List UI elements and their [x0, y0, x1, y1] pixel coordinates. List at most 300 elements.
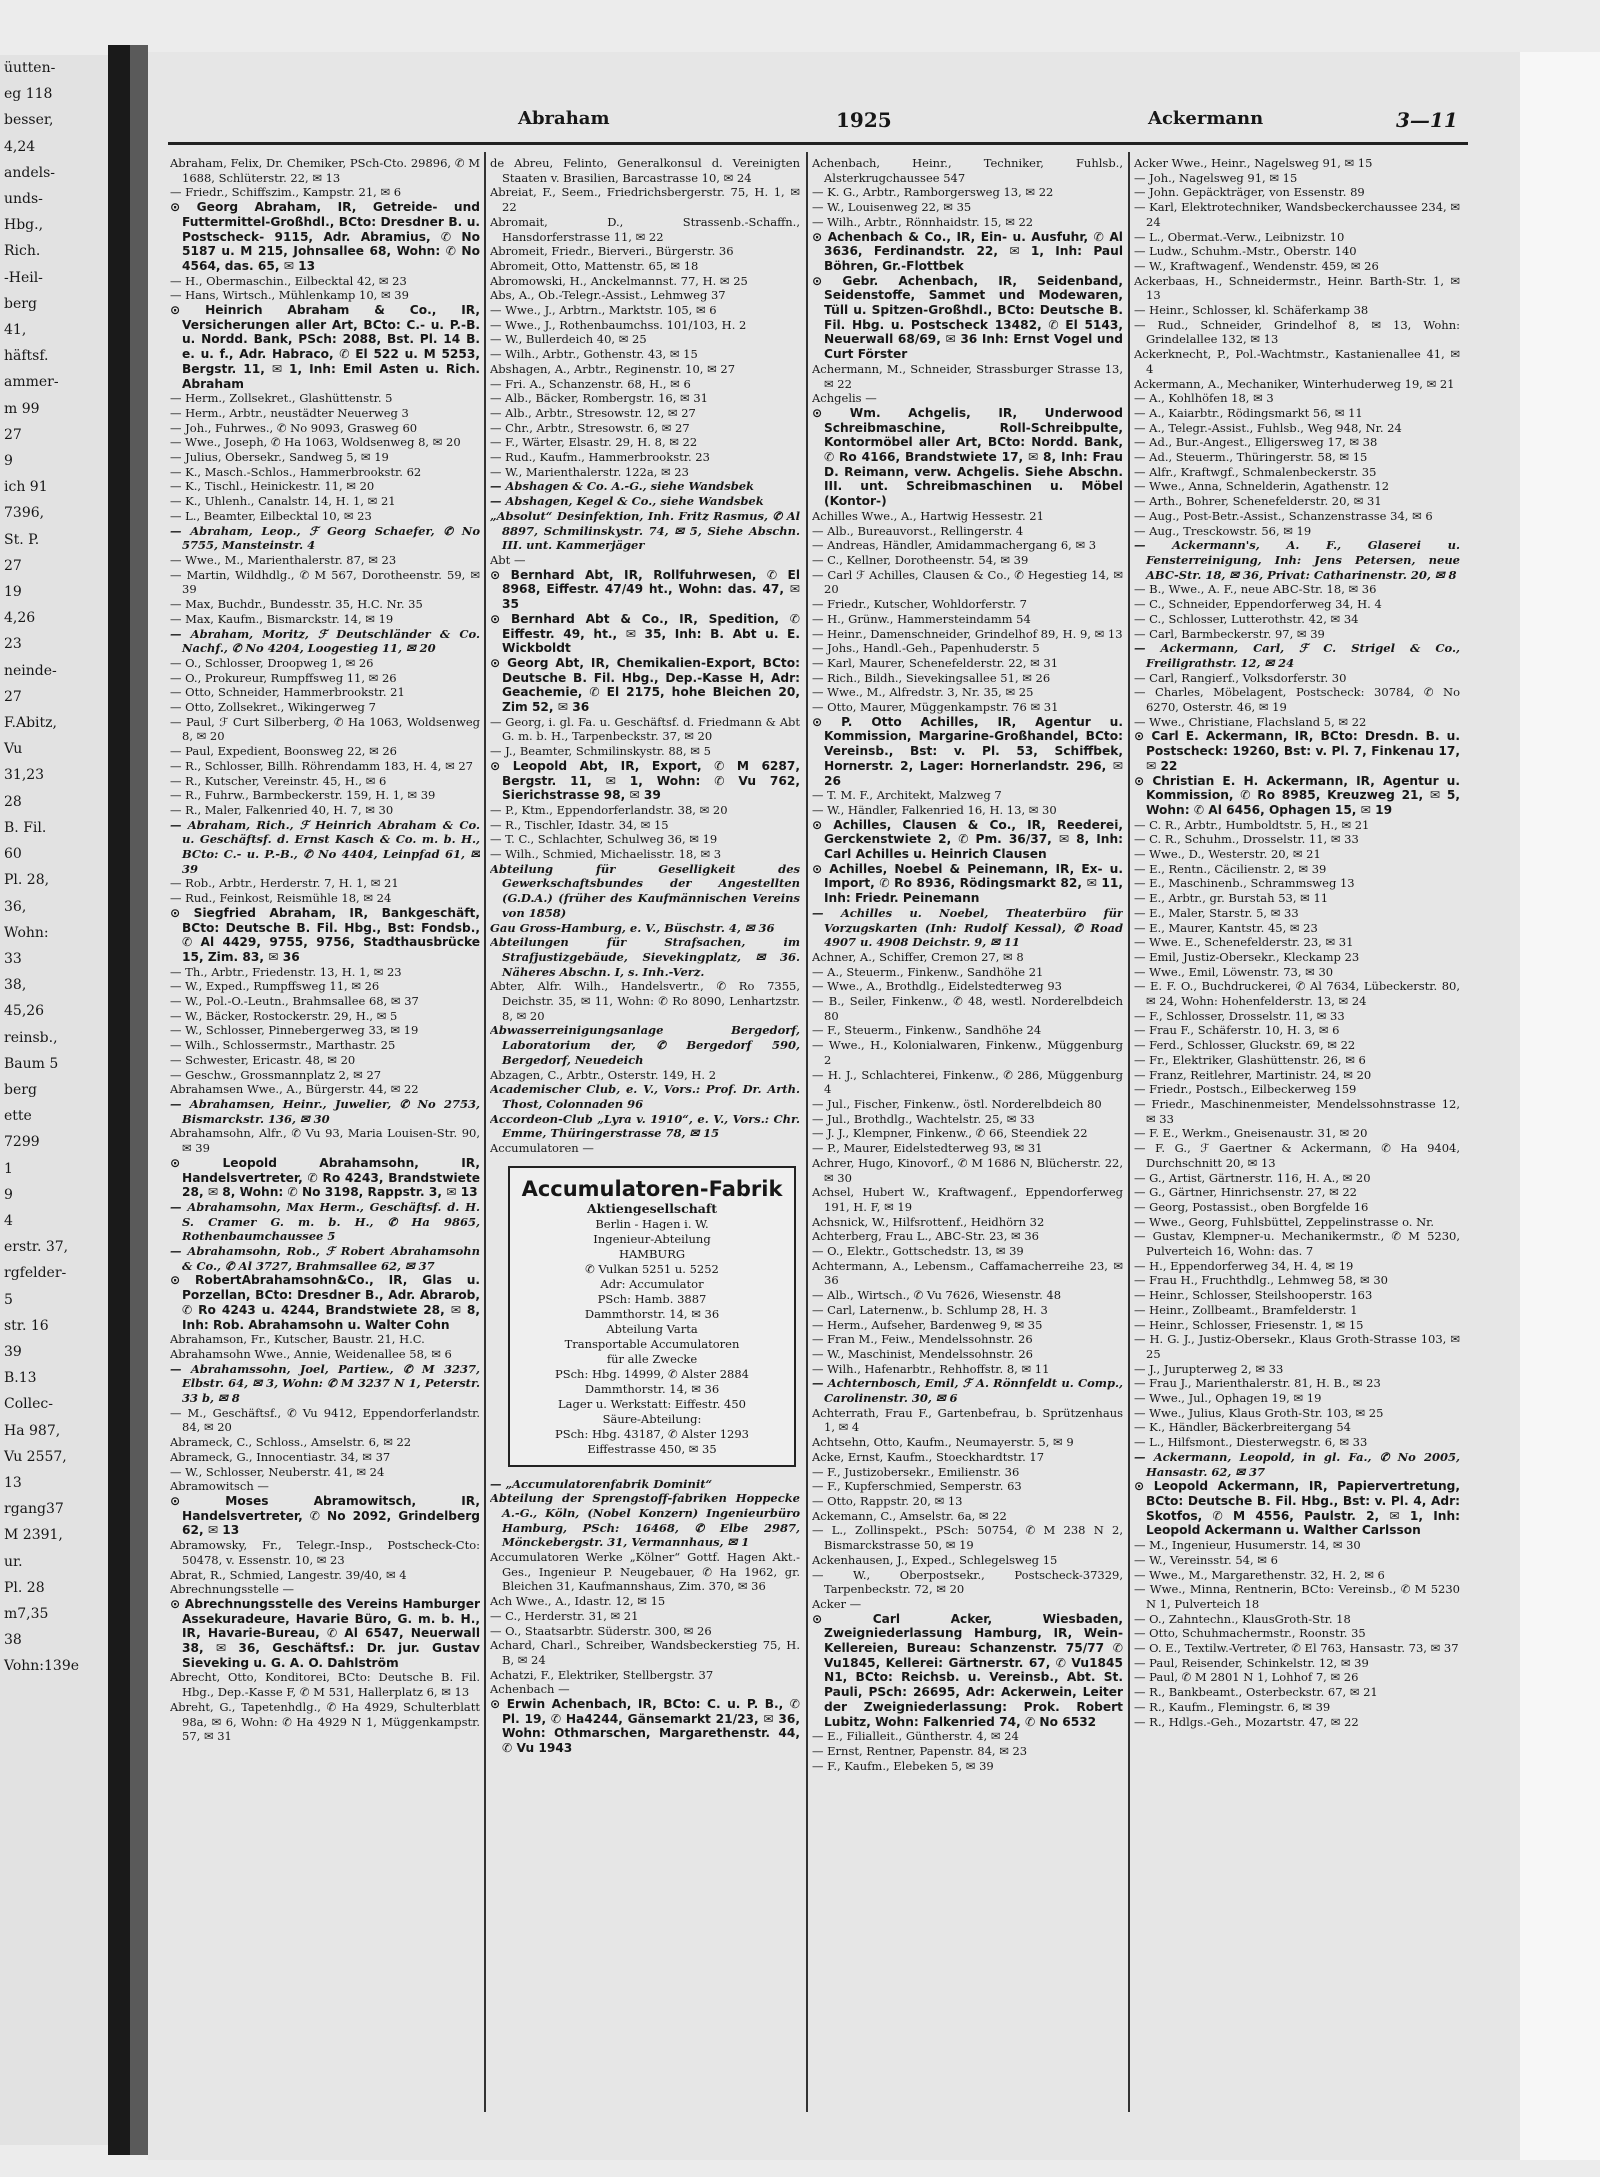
- directory-entry: — Charles, Möbelagent, Postscheck: 30784, ✆ No 6270, Osterstr. 46, ✉ 19: [1134, 685, 1460, 715]
- directory-entry: — F. G., ℱ Gaertner & Ackermann, ✆ Ha 9404, Durchschnitt 20, ✉ 13: [1134, 1141, 1460, 1170]
- directory-entry: — Heinr., Zollbeamt., Bramfelderstr. 1: [1134, 1302, 1358, 1317]
- directory-entry: — L., Zollinspekt., PSch: 50754, ✆ M 238 N 2, Bismarckstrasse 50, ✉ 19: [812, 1523, 1123, 1553]
- directory-entry: Abramowitsch —: [170, 1479, 269, 1494]
- directory-entry: — K. G., Arbtr., Ramborgersweg 13, ✉ 22: [812, 185, 1054, 200]
- directory-entry: Achrer, Hugo, Kinovorf., ✆ M 1686 N, Blücherstr. 22, ✉ 30: [812, 1155, 1123, 1185]
- strip-line: häftsf.: [4, 348, 49, 365]
- strip-line: 13: [4, 1474, 22, 1491]
- directory-entry: — W., Schlosser, Neuberstr. 41, ✉ 24: [170, 1464, 385, 1479]
- directory-entry: — Karl, Maurer, Schenefelderstr. 22, ✉ 31: [812, 655, 1059, 670]
- directory-entry: — K., Tischl., Heinickestr. 11, ✉ 20: [170, 479, 375, 494]
- directory-entry: — Rich., Bildh., Sievekingsallee 51, ✉ 26: [812, 670, 1051, 685]
- directory-entry: ⊙ Heinrich Abraham & Co., IR, Versicherungen aller Art, BCto: C.- u. P.-B. u. Nordd. Bank, PSch: 2088, Bst. Pl. 14 B. e. u. f., Adr. Habraco, ✆ El 522 u. M 5253, Bergstr. 11, ✉ 1, Inh: Emil Asten u. Rich. Abraham: [170, 303, 480, 391]
- directory-entry: Abrahamsohn, Alfr., ✆ Vu 93, Maria Louisen-Str. 90, ✉ 39: [170, 1126, 480, 1156]
- directory-entry: Achermann, M., Schneider, Strassburger Strasse 13, ✉ 22: [812, 361, 1123, 391]
- directory-entry: — Wwe., D., Westerstr. 20, ✉ 21: [1134, 847, 1321, 862]
- directory-entry: Abrameck, G., Innocentiastr. 34, ✉ 37: [170, 1449, 391, 1464]
- directory-entry: — W., Händler, Falkenried 16, H. 13, ✉ 30: [812, 802, 1057, 817]
- ad-subtitle: Aktiengesellschaft: [586, 1200, 718, 1216]
- directory-entry: — F., Justizobersekr., Emilienstr. 36: [812, 1464, 1020, 1479]
- page-margin-right: [1520, 52, 1600, 2160]
- directory-entry: — Franz, Reitlehrer, Martinistr. 24, ✉ 20: [1134, 1067, 1372, 1082]
- directory-entry: — Jul., Brothdlg., Wachtelstr. 25, ✉ 33: [812, 1111, 1035, 1126]
- directory-entry: — Alb., Arbtr., Stresowstr. 12, ✉ 27: [490, 405, 696, 420]
- directory-entry: — Friedr., Maschinenmeister, Mendelssohnstrasse 12, ✉ 33: [1134, 1097, 1460, 1126]
- column-divider: [484, 152, 486, 2112]
- strip-line: 39: [4, 1343, 22, 1360]
- advertisement-box: [508, 1166, 796, 1467]
- directory-entry: — Otto, Schuhmachermstr., Roonstr. 35: [1134, 1626, 1366, 1641]
- directory-entry: — Abrahamsohn, Max Herm., Geschäftsf. d. H. S. Cramer G. m. b. H., ✆ Ha 9865, Rothenbaumchaussee 5: [170, 1199, 480, 1244]
- ad-line: Adr: Accumulator: [600, 1276, 704, 1291]
- directory-entry: — Frau J., Marienthalerstr. 81, H. B., ✉ 23: [1134, 1376, 1381, 1391]
- directory-entry: ⊙ Abrechnungsstelle des Vereins Hamburger Assekuradeure, Havarie Büro, G. m. b. H., IR, Havarie-Bureau, ✆ Al 6547, Neuerwall 38, ✉ 36, Geschäftsf.: Dr. jur. Gustav Sieveking u. G. A. O. Dahlström: [170, 1596, 480, 1670]
- strip-line: 33: [4, 950, 22, 967]
- strip-line: Collec-: [4, 1396, 53, 1413]
- ad-title: Accumulatoren-Fabrik: [521, 1176, 783, 1201]
- directory-entry: — Abraham, Leop., ℱ Georg Schaefer, ✆ No 5755, Mansteinstr. 4: [170, 523, 480, 553]
- directory-entry: — T. M. F., Architekt, Malzweg 7: [812, 788, 1002, 803]
- strip-line: Wohn:: [4, 924, 49, 941]
- directory-entry: — Friedr., Schiffszim., Kampstr. 21, ✉ 6: [170, 185, 402, 200]
- directory-entry: — Abrahamssohn, Joel, Partiew., ✆ M 3237, Elbstr. 64, ✉ 3, Wohn: ✆ M 3237 N 1, Peterstr. 33 b, ✉ 8: [170, 1361, 480, 1406]
- directory-entry: — L., Hilfsmont., Diesterwegstr. 6, ✉ 33: [1134, 1435, 1368, 1450]
- directory-page: [148, 52, 1520, 2160]
- directory-entry: — F., Schlosser, Drosselstr. 11, ✉ 33: [1134, 1008, 1345, 1023]
- directory-entry: — Ad., Steuerm., Thüringerstr. 58, ✉ 15: [1134, 450, 1368, 465]
- adjacent-page-strip: [0, 55, 118, 2145]
- strip-line: B.13: [4, 1370, 37, 1387]
- strip-line: 4,24: [4, 138, 36, 155]
- directory-entry: — O. E., Textilw.-Vertreter, ✆ El 763, Hansastr. 73, ✉ 37: [1134, 1641, 1459, 1656]
- directory-entry: — E., Arbtr., gr. Burstah 53, ✉ 11: [1134, 891, 1329, 906]
- strip-line: 38: [4, 1632, 22, 1649]
- directory-entry: — F., Kupferschmied, Semperstr. 63: [812, 1479, 1022, 1494]
- directory-entry: — R., Maler, Falkenried 40, H. 7, ✉ 30: [170, 802, 394, 817]
- directory-entry: ⊙ Gebr. Achenbach, IR, Seidenband, Seidenstoffe, Sammet und Modewaren, Tüll u. Spitzen-Großhdl., BCto: Deutsche B. Fil. Hbg. u. Postscheck 13482, ✆ El 5143, Neuerwall 68/69, ✉ 36 Inh: Ernst Vogel und Curt Förster: [812, 273, 1123, 362]
- directory-entry: Abromait, D., Strassenb.-Schaffn., Hansdorferstrasse 11, ✉ 22: [490, 214, 800, 244]
- directory-entry: — Wilh., Schmied, Michaelisstr. 18, ✉ 3: [490, 847, 722, 862]
- directory-entry: Abteilungen für Strafsachen, im Strafjustizgebäude, Sievekingplatz, ✉ 36. Näheres Abschn. I, s. Inh.-Verz.: [490, 935, 800, 979]
- strip-line: ur.: [4, 1553, 23, 1570]
- directory-entry: Abter, Alfr. Wilh., Handelsvertr., ✆ Ro 7355, Deichstr. 35, ✉ 11, Wohn: ✆ Ro 8090, Lenhartzstr. 8, ✉ 20: [490, 979, 800, 1023]
- directory-entry: — Gustav, Klempner-u. Mechanikermstr., ✆ M 5230, Pulverteich 16, Wohn: das. 7: [1134, 1229, 1460, 1259]
- directory-entry: — Wwe., Jul., Ophagen 19, ✉ 19: [1134, 1391, 1322, 1406]
- directory-entry: — Joh., Fuhrwes., ✆ No 9093, Grasweg 60: [170, 420, 418, 435]
- directory-entry: — C., Kellner, Dorotheenstr. 54, ✉ 39: [812, 552, 1029, 567]
- strip-line: unds-: [4, 191, 43, 208]
- strip-line: 27: [4, 557, 22, 574]
- directory-entry: Achterrath, Frau F., Gartenbefrau, b. Sprützenhaus 1, ✉ 4: [812, 1405, 1123, 1435]
- directory-entry: Abromowski, H., Anckelmannst. 77, H. ✉ 25: [490, 273, 748, 288]
- directory-entry: — P., Maurer, Eidelstedterweg 93, ✉ 31: [812, 1141, 1043, 1156]
- column-divider: [806, 152, 808, 2112]
- directory-entry: Accumulatoren —: [490, 1141, 594, 1156]
- directory-entry: — L., Obermat.-Verw., Leibnizstr. 10: [1134, 229, 1345, 244]
- strip-line: Vu 2557,: [4, 1448, 67, 1465]
- directory-entry: — Alfr., Kraftwgf., Schmalenbeckerstr. 35: [1134, 464, 1377, 479]
- strip-line: 23: [4, 636, 22, 653]
- strip-line: Rich.: [4, 243, 41, 260]
- strip-line: Pl. 28: [4, 1579, 45, 1596]
- directory-entry: Ackemann, C., Amselstr. 6a, ✉ 22: [812, 1508, 1007, 1523]
- directory-entry: — Carl, Rangierf., Volksdorferstr. 30: [1134, 670, 1347, 685]
- ad-line: HAMBURG: [618, 1246, 686, 1261]
- directory-entry: — E. F. O., Buchdruckerei, ✆ Al 7634, Lübeckerstr. 80, ✉ 24, Wohn: Hohenfelderstr. 13, ✉ 24: [1134, 979, 1460, 1009]
- directory-entry: — Wwe., Julius, Klaus Groth-Str. 103, ✉ 25: [1134, 1405, 1384, 1420]
- directory-entry: — Wwe., M., Marienthalerstr. 87, ✉ 23: [170, 552, 397, 567]
- directory-entry: — Georg, i. gl. Fa. u. Geschäftsf. d. Friedmann & Abt G. m. b. H., Tarpenbeckstr. 37, ✉ 20: [490, 714, 800, 744]
- directory-entry: Achsel, Hubert W., Kraftwagenf., Eppendorferweg 191, H. F, ✉ 19: [812, 1185, 1123, 1214]
- ad-line: Eiffestrasse 450, ✉ 35: [587, 1441, 717, 1456]
- directory-entry: — G., Artist, Gärtnerstr. 116, H. A., ✉ 20: [1134, 1170, 1371, 1185]
- directory-entry: Abrahamsen Wwe., A., Bürgerstr. 44, ✉ 22: [170, 1082, 419, 1097]
- ad-line: Dammthorstr. 14, ✉ 36: [584, 1306, 720, 1321]
- directory-entry: Abrecht, Otto, Konditorei, BCto: Deutsche B. Fil. Hbg., Dep.-Kasse F, ✆ M 531, Hallerplatz 6, ✉ 13: [170, 1670, 480, 1700]
- strip-line: 4,26: [4, 610, 36, 627]
- directory-entry: Academischer Club, e. V., Vors.: Prof. Dr. Arth. Thost, Colonnaden 96: [490, 1082, 800, 1111]
- directory-entry: Ackerknecht, P., Pol.-Wachtmstr., Kastanienallee 41, ✉ 4: [1134, 347, 1460, 376]
- directory-entry: — Wwe., J., Arbtrn., Marktstr. 105, ✉ 6: [490, 303, 717, 318]
- directory-entry: — F., Wärter, Elsastr. 29, H. 8, ✉ 22: [490, 435, 698, 450]
- strip-line: besser,: [4, 112, 54, 129]
- ad-line: PSch: Hbg. 43187, ✆ Alster 1293: [555, 1426, 749, 1441]
- directory-entry: — J., Jurupterweg 2, ✉ 33: [1134, 1361, 1284, 1376]
- directory-entry: — Arth., Bohrer, Schenefelderstr. 20, ✉ 31: [1134, 494, 1382, 509]
- directory-entry: Abreht, G., Tapetenhdlg., ✆ Ha 4929, Schulterblatt 98a, ✉ 6, Wohn: ✆ Ha 4929 N 1, Müggenkampstr. 57, ✉ 31: [170, 1699, 480, 1744]
- strip-line: Baum 5: [4, 1055, 59, 1072]
- directory-entry: — W., Vereinsstr. 54, ✉ 6: [1134, 1552, 1278, 1567]
- directory-entry: — Wwe., Anna, Schnelderin, Agathenstr. 12: [1134, 479, 1390, 494]
- directory-entry: Abreiat, F., Seem., Friedrichsbergerstr. 75, H. 1, ✉ 22: [490, 185, 800, 215]
- directory-entry: — A., Kohlhöfen 18, ✉ 3: [1134, 391, 1274, 406]
- strip-line: M 2391,: [4, 1527, 63, 1544]
- directory-entry: Acker Wwe., Heinr., Nagelsweg 91, ✉ 15: [1134, 156, 1373, 170]
- strip-line: Vu: [4, 741, 23, 758]
- directory-entry: de Abreu, Felinto, Generalkonsul d. Vereinigten Staaten v. Brasilien, Barcastrasse 10, ✉ 24: [490, 156, 800, 185]
- directory-entry: — Abraham, Rich., ℱ Heinrich Abraham & Co. u. Geschäftsf. d. Ernst Kasch & Co. m. b. H., BCto: C.- u. P.-B., ✆ No 4404, Leinpfad 61, ✉ 39: [170, 817, 480, 876]
- directory-entry: Ach Wwe., A., Idastr. 12, ✉ 15: [490, 1594, 666, 1609]
- directory-entry: — Wwe. E., Schenefelderstr. 23, ✉ 31: [1134, 935, 1354, 950]
- ad-line: Ingenieur-Abteilung: [593, 1231, 711, 1246]
- directory-entry: Achner, A., Schiffer, Cremon 27, ✉ 8: [812, 949, 1024, 964]
- strip-line: berg: [4, 1081, 37, 1098]
- directory-entry: — W., Maschinist, Mendelssohnstr. 26: [812, 1346, 1033, 1361]
- directory-entry: — Johs., Handl.-Geh., Papenhuderstr. 5: [812, 641, 1040, 656]
- directory-entry: — Julius, Obersekr., Sandweg 5, ✉ 19: [170, 450, 389, 465]
- directory-entry: — Herm., Aufseher, Bardenweg 9, ✉ 35: [812, 1317, 1043, 1332]
- strip-line: 4: [4, 1212, 13, 1229]
- directory-entry: Abs, A., Ob.-Telegr.-Assist., Lehmweg 37: [490, 288, 726, 303]
- header-last-entry: Ackermann: [1148, 108, 1264, 129]
- directory-entry: — Alb., Wirtsch., ✆ Vu 7626, Wiesenstr. 48: [812, 1288, 1062, 1303]
- directory-entry: — P., Ktm., Eppendorferlandstr. 38, ✉ 20: [490, 802, 728, 817]
- strip-line: 9: [4, 453, 13, 470]
- column-2: [490, 156, 800, 2116]
- directory-entry: — Ludw., Schuhm.-Mstr., Oberstr. 140: [1134, 244, 1357, 259]
- directory-entry: Achgelis —: [812, 391, 877, 406]
- directory-entry: — W., Exped., Rumpffsweg 11, ✉ 26: [170, 979, 380, 994]
- directory-entry: Gau Gross-Hamburg, e. V., Büschstr. 4, ✉ 36: [490, 920, 775, 935]
- directory-entry: Abrahamsohn Wwe., Annie, Weidenallee 58, ✉ 6: [170, 1346, 452, 1361]
- directory-entry: — Ackermann, Leopold, in gl. Fa., ✆ No 2005, Hansastr. 62, ✉ 37: [1134, 1449, 1460, 1479]
- directory-entry: Achtermann, A., Lebensm., Caffamacherreihe 23, ✉ 36: [812, 1258, 1123, 1288]
- directory-entry: — Heinr., Schlosser, Friesenstr. 1, ✉ 15: [1134, 1317, 1364, 1332]
- directory-entry: — T. C., Schlachter, Schulweg 36, ✉ 19: [490, 832, 718, 847]
- strip-line: 7396,: [4, 505, 45, 522]
- directory-entry: — Ferd., Schlosser, Gluckstr. 69, ✉ 22: [1134, 1038, 1356, 1053]
- directory-entry: — Carl ℱ Achilles, Clausen & Co., ✆ Hegestieg 14, ✉ 20: [812, 567, 1123, 597]
- directory-entry: ⊙ Leopold Abt, IR, Export, ✆ M 6287, Bergstr. 11, ✉ 1, Wohn: ✆ Vu 762, Sierichstrasse 98, ✉ 39: [490, 758, 800, 803]
- directory-entry: Abrahamson, Fr., Kutscher, Baustr. 21, H.C.: [170, 1332, 425, 1347]
- directory-entry: — Wwe., Joseph, ✆ Ha 1063, Woldsenweg 8, ✉ 20: [170, 435, 461, 450]
- directory-entry: Abzagen, C., Arbtr., Osterstr. 149, H. 2: [490, 1067, 717, 1082]
- directory-entry: — R., Tischler, Idastr. 34, ✉ 15: [490, 817, 669, 832]
- directory-entry: — Achternbosch, Emil, ℱ A. Rönnfeldt u. Comp., Carolinenstr. 30, ✉ 6: [812, 1376, 1123, 1406]
- directory-entry: — H., Grünw., Hammersteindamm 54: [812, 611, 1031, 626]
- directory-entry: ⊙ Leopold Abrahamsohn, IR, Handelsvertreter, ✆ Ro 4243, Brandstwiete 28, ✉ 8, Wohn: ✆ No 3198, Rappstr. 3, ✉ 13: [170, 1155, 480, 1200]
- directory-entry: — Ackermann, Carl, ℱ C. Strigel & Co., Freiligrathstr. 12, ✉ 24: [1134, 641, 1460, 670]
- directory-entry: ⊙ RobertAbrahamsohn&Co., IR, Glas u. Porzellan, BCto: Dresdner B., Adr. Abrarob, ✆ Ro 4243 u. 4244, Brandstwiete 28, ✉ 8, Inh: Rob. Abrahamsohn u. Walter Cohn: [170, 1273, 480, 1332]
- directory-entry: — Frau H., Fruchthdlg., Lehmweg 58, ✉ 30: [1134, 1273, 1388, 1288]
- directory-entry: — H. J., Schlachterei, Finkenw., ✆ 286, Müggenburg 4: [812, 1067, 1123, 1097]
- directory-entry: ⊙ P. Otto Achilles, IR, Agentur u. Kommission, Margarine-Großhandel, BCto: Vereinsb., Bst: v. Pl. 53, Schiffbek, Hornerstr. 2, Lager: Hornerlandstr. 296, ✉ 26: [812, 714, 1123, 788]
- directory-entry: — Fri. A., Schanzenstr. 68, H., ✉ 6: [490, 376, 691, 391]
- directory-entry: — Otto, Schneider, Hammerbrookstr. 21: [170, 685, 405, 700]
- directory-entry: — Andreas, Händler, Amidammachergang 6, ✉ 3: [812, 538, 1097, 553]
- directory-entry: — O., Zahntechn., KlausGroth-Str. 18: [1134, 1611, 1351, 1626]
- directory-entry: Abrat, R., Schmied, Langestr. 39/40, ✉ 4: [170, 1567, 407, 1582]
- directory-entry: — Max, Kaufm., Bismarckstr. 14, ✉ 19: [170, 611, 394, 626]
- directory-entry: — J., Beamter, Schmilinskystr. 88, ✉ 5: [490, 744, 711, 759]
- directory-entry: ⊙ Wm. Achgelis, IR, Underwood Schreibmaschine, Roll-Schreibpulte, Kontormöbel aller Art, BCto: Nordd. Bank, ✆ Ro 4166, Brandstwiete 17, ✉ 8, Inh: Frau D. Reimann, verw. Achgelis. Siehe Abschn. III. unt. Schreibmaschinen u. Möbel (Kontor-): [812, 405, 1123, 509]
- header-rule: [168, 142, 1468, 145]
- strip-line: m 99: [4, 400, 40, 417]
- directory-entry: — Abraham, Moritz, ℱ Deutschländer & Co. Nachf., ✆ No 4204, Loogestieg 11, ✉ 20: [170, 626, 480, 656]
- directory-entry: Abromeit, Otto, Mattenstr. 65, ✉ 18: [490, 258, 699, 273]
- directory-entry: Accumulatoren Werke „Kölner“ Gottf. Hagen Akt.-Ges., Ingenieur P. Neugebauer, ✆ Ha 1962, gr. Bleichen 31, Kaufmannshaus, Zim. 370, ✉ 36: [490, 1550, 800, 1594]
- strip-line: Ha 987,: [4, 1422, 61, 1439]
- directory-entry: — F., Steuerm., Finkenw., Sandhöhe 24: [812, 1023, 1042, 1038]
- directory-entry: ⊙ Moses Abramowitsch, IR, Handelsvertreter, ✆ No 2092, Grindelberg 62, ✉ 13: [170, 1493, 480, 1538]
- directory-entry: Abraham, Felix, Dr. Chemiker, PSch-Cto. 29896, ✆ M 1688, Schlüterstr. 22, ✉ 13: [170, 156, 480, 185]
- directory-entry: ⊙ Achenbach & Co., IR, Ein- u. Ausfuhr, ✆ Al 3636, Ferdinandstr. 22, ✉ 1, Inh: Paul Böhren, Gr.-Flottbek: [812, 229, 1123, 273]
- directory-entry: — E., Maler, Starstr. 5, ✉ 33: [1134, 905, 1299, 920]
- strip-line: B. Fil.: [4, 819, 47, 836]
- directory-entry: — W., Schlosser, Pinnebergerweg 33, ✉ 19: [170, 1023, 419, 1038]
- directory-entry: Abromeit, Friedr., Bierveri., Bürgerstr. 36: [490, 244, 734, 259]
- directory-entry: — E., Maschinenb., Schrammsweg 13: [1134, 876, 1355, 891]
- ad-line: Transportable Accumulatoren: [564, 1336, 740, 1351]
- strip-line: -Heil-: [4, 269, 43, 286]
- directory-entry: — Alb., Bäcker, Rombergstr. 16, ✉ 31: [490, 391, 708, 406]
- directory-entry: — Hans, Wirtsch., Mühlenkamp 10, ✉ 39: [170, 288, 409, 303]
- directory-entry: — R., Hdlgs.-Geh., Mozartstr. 47, ✉ 22: [1134, 1714, 1359, 1729]
- directory-entry: — M., Ingenieur, Husumerstr. 14, ✉ 30: [1134, 1538, 1361, 1553]
- directory-entry: — Rud., Kaufm., Hammerbrookstr. 23: [490, 450, 710, 465]
- directory-entry: — Wwe., M., Alfredstr. 3, Nr. 35, ✉ 25: [812, 685, 1034, 700]
- directory-entry: — Wilh., Arbtr., Rönnhaidstr. 15, ✉ 22: [812, 214, 1034, 229]
- directory-entry: — „Accumulatorenfabrik Dominit“: [490, 1476, 713, 1491]
- ad-line: ✆ Vulkan 5251 u. 5252: [585, 1261, 719, 1276]
- directory-entry: — A., Telegr.-Assist., Fuhlsb., Weg 948, Nr. 24: [1134, 420, 1402, 435]
- strip-line: eg 118: [4, 86, 53, 103]
- directory-entry: — O., Staatsarbtr. Süderstr. 300, ✉ 26: [490, 1623, 712, 1638]
- directory-entry: Acke, Ernst, Kaufm., Stoeckhardtstr. 17: [812, 1449, 1045, 1464]
- directory-entry: — Paul, Reisender, Schinkelstr. 12, ✉ 39: [1134, 1655, 1369, 1670]
- directory-entry: — Ad., Bur.-Angest., Elligersweg 17, ✉ 38: [1134, 435, 1378, 450]
- column-divider: [1128, 152, 1130, 2112]
- strip-line: ammer-: [4, 374, 59, 391]
- directory-entry: — Wwe., Georg, Fuhlsbüttel, Zeppelinstrasse o. Nr.: [1134, 1214, 1435, 1229]
- page-number: 3—11: [1396, 108, 1458, 132]
- strip-line: berg: [4, 295, 37, 312]
- strip-line: m7,35: [4, 1605, 49, 1622]
- strip-line: 5: [4, 1291, 13, 1308]
- directory-entry: ⊙ Leopold Ackermann, IR, Papiervertretung, BCto: Deutsche B. Fil. Hbg., Bst: v. Pl. 4, Adr: Skotfos, ✆ M 4556, Paulstr. 2, ✉ 1, Inh: Leopold Ackermann u. Walther Carlsson: [1134, 1479, 1460, 1538]
- directory-entry: — A., Kaiarbtr., Rödingsmarkt 56, ✉ 11: [1134, 405, 1363, 420]
- directory-entry: — Joh., Nagelsweg 91, ✉ 15: [1134, 170, 1298, 185]
- directory-entry: Achsnick, W., Hilfsrottenf., Heidhörn 32: [812, 1214, 1045, 1229]
- directory-entry: — Fr., Elektriker, Glashüttenstr. 26, ✉ 6: [1134, 1052, 1366, 1067]
- directory-entry: — W., Kraftwagenf., Wendenstr. 459, ✉ 26: [1134, 258, 1379, 273]
- directory-entry: Abramowsky, Fr., Telegr.-Insp., Postscheck-Cto: 50478, v. Essenstr. 10, ✉ 23: [170, 1538, 480, 1567]
- directory-entry: Ackermann, A., Mechaniker, Winterhuderweg 19, ✉ 21: [1134, 376, 1455, 391]
- directory-entry: — W., Bäcker, Rostockerstr. 29, H., ✉ 5: [170, 1008, 398, 1023]
- strip-line: 9: [4, 1186, 13, 1203]
- directory-entry: — K., Uhlenh., Canalstr. 14, H. 1, ✉ 21: [170, 494, 396, 509]
- directory-entry: — R., Fuhrw., Barmbeckerstr. 159, H. 1, ✉ 39: [170, 788, 436, 803]
- ad-line: Berlin - Hagen i. W.: [595, 1216, 709, 1231]
- strip-line: reinsb.,: [4, 1029, 58, 1046]
- directory-entry: Abshagen, A., Arbtr., Reginenstr. 10, ✉ 27: [490, 361, 736, 376]
- directory-entry: — Carl, Barmbeckerstr. 97, ✉ 39: [1134, 626, 1325, 641]
- ad-line: Dammthorstr. 14, ✉ 36: [584, 1381, 720, 1396]
- strip-line: 19: [4, 584, 22, 601]
- directory-entry: — E., Rentn., Cäcilienstr. 2, ✉ 39: [1134, 861, 1327, 876]
- directory-entry: — Heinr., Schlosser, kl. Schäferkamp 38: [1134, 303, 1369, 318]
- strip-line: 38,: [4, 977, 27, 994]
- directory-entry: — G., Gärtner, Hinrichsenstr. 27, ✉ 22: [1134, 1185, 1358, 1200]
- directory-entry: — Wwe., H., Kolonialwaren, Finkenw., Müggenburg 2: [812, 1038, 1123, 1067]
- directory-entry: Abrameck, C., Schloss., Amselstr. 6, ✉ 22: [170, 1435, 412, 1450]
- directory-entry: — Otto, Zollsekret., Wikingerweg 7: [170, 700, 376, 715]
- directory-entry: — Heinr., Damenschneider, Grindelhof 89, H. 9, ✉ 13: [812, 626, 1123, 641]
- directory-entry: — Abshagen & Co. A.-G., siehe Wandsbek: [490, 479, 755, 494]
- strip-line: F.Abitz,: [4, 715, 57, 732]
- directory-entry: — Aug., Post-Betr.-Assist., Schanzenstrasse 34, ✉ 6: [1134, 508, 1433, 523]
- directory-entry: ⊙ Erwin Achenbach, IR, BCto: C. u. P. B., ✆ Pl. 19, ✆ Ha4244, Gänsemarkt 21/23, ✉ 36, Wohn: Othmarschen, Margarethenstr. 44, ✆ Vu 1943: [490, 1697, 800, 1756]
- directory-entry: Achilles Wwe., A., Hartwig Hessestr. 21: [812, 508, 1044, 523]
- binding-gutter: [108, 45, 130, 2155]
- directory-entry: — H., Eppendorferweg 34, H. 4, ✉ 19: [1134, 1258, 1354, 1273]
- header-year: 1925: [836, 108, 892, 132]
- directory-entry: Abteilung für Geselligkeit des Gewerkschaftsbundes der Angestellten (G.D.A.) (früher des Kaufmännischen Vereins von 1858): [490, 861, 800, 920]
- directory-entry: — Max, Buchdr., Bundesstr. 35, H.C. Nr. 35: [170, 597, 423, 612]
- directory-entry: — F. E., Werkm., Gneisenaustr. 31, ✉ 20: [1134, 1126, 1368, 1141]
- directory-entry: — Wwe., J., Rothenbaumchss. 101/103, H. 2: [490, 317, 747, 332]
- directory-entry: Accordeon-Club „Lyra v. 1910“, e. V., Vors.: Chr. Emme, Thüringerstrasse 78, ✉ 15: [490, 1111, 800, 1141]
- directory-entry: — Wilh., Arbtr., Gothenstr. 43, ✉ 15: [490, 347, 698, 362]
- directory-entry: — Wwe., Christiane, Flachsland 5, ✉ 22: [1134, 714, 1367, 729]
- directory-entry: — Achilles u. Noebel, Theaterbüro für Vorzugskarten (Inh: Rudolf Kessal), ✆ Road 4907 u. 4908 Deichstr. 9, ✉ 11: [812, 905, 1123, 950]
- directory-entry: — W., Louisenweg 22, ✉ 35: [812, 200, 972, 215]
- strip-line: 36,: [4, 898, 27, 915]
- directory-entry: ⊙ Georg Abt, IR, Chemikalien-Export, BCto: Deutsche B. Fil. Hbg., Dep.-Kasse H, Adr: Geachemie, ✆ El 2175, hohe Bleichen 20, Zim 52, ✉ 36: [490, 655, 800, 715]
- directory-entry: — Rud., Feinkost, Reismühle 18, ✉ 24: [170, 891, 392, 906]
- strip-line: 28: [4, 793, 22, 810]
- header-first-entry: Abraham: [518, 108, 610, 129]
- directory-entry: — C., Herderstr. 31, ✉ 21: [490, 1608, 639, 1623]
- directory-entry: — R., Kaufm., Flemingstr. 6, ✉ 39: [1134, 1699, 1331, 1714]
- strip-line: 45,26: [4, 1003, 45, 1020]
- strip-line: 27: [4, 426, 22, 443]
- directory-entry: — Wwe., M., Margarethenstr. 32, H. 2, ✉ 6: [1134, 1567, 1385, 1582]
- strip-line: andels-: [4, 164, 56, 181]
- directory-entry: — Georg, Postassist., oben Borgfelde 16: [1134, 1199, 1369, 1214]
- directory-entry: — R., Kutscher, Vereinstr. 45, H., ✉ 6: [170, 773, 387, 788]
- directory-entry: Abrechnungsstelle —: [170, 1582, 294, 1597]
- column-3: [812, 156, 1123, 2116]
- directory-entry: — Schwester, Ericastr. 48, ✉ 20: [170, 1052, 356, 1067]
- strip-line: 1: [4, 1160, 13, 1177]
- directory-entry: — K., Masch.-Schlos., Hammerbrookstr. 62: [170, 464, 422, 479]
- directory-entry: — C. R., Arbtr., Humboldtstr. 5, H., ✉ 21: [1134, 817, 1370, 832]
- strip-line: Hbg.,: [4, 217, 44, 234]
- directory-entry: — Herm., Arbtr., neustädter Neuerweg 3: [170, 405, 409, 420]
- directory-entry: — C., Schlosser, Lutterothstr. 42, ✉ 34: [1134, 611, 1359, 626]
- directory-entry: — K., Händler, Bäckerbreitergang 54: [1134, 1420, 1351, 1435]
- directory-entry: — Wwe., Emil, Löwenstr. 73, ✉ 30: [1134, 964, 1334, 979]
- directory-entry: — Frau F., Schäferstr. 10, H. 3, ✉ 6: [1134, 1023, 1340, 1038]
- directory-entry: — E., Maurer, Kantstr. 45, ✉ 23: [1134, 920, 1318, 935]
- directory-entry: — B., Wwe., A. F., neue ABC-Str. 18, ✉ 36: [1134, 582, 1377, 597]
- directory-entry: — C. R., Schuhm., Drosselstr. 11, ✉ 33: [1134, 832, 1359, 847]
- directory-entry: ⊙ Carl E. Ackermann, IR, BCto: Dresdn. B. u. Postscheck: 19260, Bst: v. Pl. 7, Finkenau 17, ✉ 22: [1134, 729, 1460, 773]
- directory-entry: „Absolut“ Desinfektion, Inh. Fritz Rasmus, ✆ Al 8897, Schmilinskystr. 74, ✉ 5, Siehe Abschn. III. unt. Kammerjäger: [490, 508, 800, 553]
- strip-line: 41,: [4, 322, 27, 339]
- directory-entry: ⊙ Achilles, Clausen & Co., IR, Reederei, Gerckenstwiete 2, ✆ Pm. 36/37, ✉ 8, Inh: Carl Achilles u. Heinrich Clausen: [812, 817, 1123, 862]
- directory-entry: — Alb., Bureauvorst., Rellingerstr. 4: [812, 523, 1024, 538]
- strip-line: neinde-: [4, 662, 57, 679]
- directory-entry: — C., Schneider, Eppendorferweg 34, H. 4: [1134, 597, 1382, 612]
- directory-entry: Achtsehn, Otto, Kaufm., Neumayerstr. 5, ✉ 9: [812, 1435, 1074, 1450]
- directory-entry: Ackerbaas, H., Schneidermstr., Heinr. Barth-Str. 1, ✉ 13: [1134, 273, 1460, 303]
- strip-line: 31,23: [4, 767, 45, 784]
- directory-entry: — A., Steuerm., Finkenw., Sandhöhe 21: [812, 964, 1044, 979]
- ad-line: PSch: Hbg. 14999, ✆ Alster 2884: [555, 1366, 749, 1381]
- directory-entry: — Geschw., Grossmannplatz 2, ✉ 27: [170, 1067, 382, 1082]
- directory-entry: Achenbach —: [490, 1682, 570, 1697]
- strip-line: ich 91: [4, 479, 48, 496]
- ad-line: PSch: Hamb. 3887: [597, 1291, 707, 1306]
- directory-entry: — L., Beamter, Eilbecktal 10, ✉ 23: [170, 508, 372, 523]
- directory-entry: ⊙ Christian E. H. Ackermann, IR, Agentur u. Kommission, ✆ Ro 8985, Kreuzweg 21, ✉ 5, Wohn: ✆ Al 6456, Ophagen 15, ✉ 19: [1134, 773, 1460, 817]
- directory-entry: — Abrahamsen, Heinr., Juwelier, ✆ No 2753, Bismarckstr. 136, ✉ 30: [170, 1097, 480, 1126]
- directory-entry: Abwasserreinigungsanlage Bergedorf, Laboratorium der, ✆ Bergedorf 590, Bergedorf, Neuedeich: [490, 1023, 800, 1067]
- directory-entry: — O., Schlosser, Droopweg 1, ✉ 26: [170, 655, 374, 670]
- ad-line: Lager u. Werkstatt: Eiffestr. 450: [558, 1396, 746, 1411]
- directory-entry: — Abshagen, Kegel & Co., siehe Wandsbek: [490, 494, 764, 509]
- strip-line: str. 16: [4, 1317, 49, 1334]
- directory-entry: — O., Elektr., Gottschedstr. 13, ✉ 39: [812, 1244, 1024, 1259]
- directory-entry: Abt —: [490, 552, 526, 567]
- directory-entry: — Rud., Schneider, Grindelhof 8, ✉ 13, Wohn: Grindelallee 132, ✉ 13: [1134, 317, 1460, 347]
- directory-entry: — Aug., Tresckowstr. 56, ✉ 19: [1134, 523, 1312, 538]
- directory-entry: ⊙ Siegfried Abraham, IR, Bankgeschäft, BCto: Deutsche B. Fil. Hbg., Bst: Fondsb., ✆ Al 4429, 9755, 9756, Stadthausbrücke 15, Zim. 83, ✉ 36: [170, 905, 480, 964]
- directory-entry: — Jul., Fischer, Finkenw., östl. Norderelbdeich 80: [812, 1097, 1102, 1111]
- strip-line: 27: [4, 688, 22, 705]
